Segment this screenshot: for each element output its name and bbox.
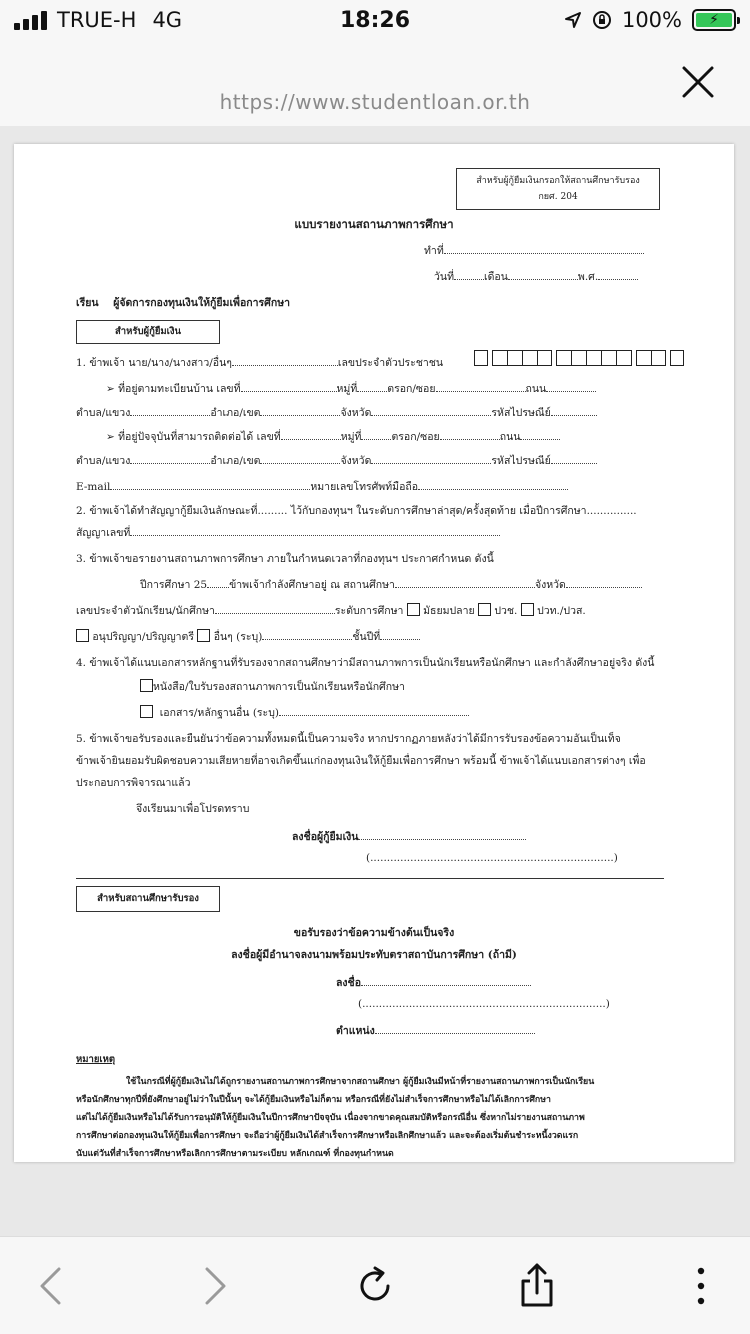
doc-cert-row [140, 678, 405, 695]
checkbox-doc-cert[interactable] [140, 679, 153, 692]
school-name-paren: (.........................................................................) [358, 998, 610, 1010]
studying-at-label: ข้าพเจ้ากำลังศึกษาอยู่ ณ สถานศึกษา [229, 579, 395, 591]
form-title: แบบรายงานสถานภาพการศึกษา [294, 217, 454, 231]
doc-other-row [140, 704, 469, 721]
orientation-lock-icon [592, 10, 612, 30]
addr-reg-row2 [76, 404, 597, 421]
amphoe-label: อำเภอ/เขต [210, 407, 261, 419]
date-day-label: วันที่ [434, 271, 454, 283]
form-code-box [456, 168, 660, 210]
section-borrower-label: สำหรับผู้กู้ยืมเงิน [76, 320, 220, 344]
contract-row [76, 524, 500, 541]
addr-cur-row2 [76, 452, 597, 469]
id-digit-box [474, 350, 488, 366]
addr-reg-row [106, 380, 596, 397]
doc-cert-label: หนังสือ/ใบรับรองสถานภาพการเป็นนักเรียนหรือนักศึกษา [153, 681, 405, 693]
written-at-row [424, 242, 644, 259]
note-line1: ใช้ในกรณีที่ผู้กู้ยืมเงินไม่ได้ถูกรายงานสถานภาพการศึกษาจากสถานศึกษา ผู้กู้ยืมเงินมีหน้าที่รายงานสถานภาพการเป็นนักเรียน [126, 1077, 595, 1087]
written-at-label: ทำที่ [424, 245, 444, 257]
note-line2: หรือนักศึกษาทุกปีที่ยังศึกษาอยู่ไม่ว่าในปีนั้นๆ จะได้กู้ยืมเงินหรือไม่ก็ตาม หรือกรณีที่ยังไม่สำเร็จการศึกษาหรือไม่ได้เลิกการศึกษา [76, 1095, 551, 1105]
opt-mor-plai: มัธยมปลาย [423, 605, 475, 617]
academic-year-label: ปีการศึกษา 25 [140, 579, 208, 591]
id-label: เลขประจำตัวประชาชน [337, 357, 444, 369]
network-type: 4G [152, 8, 183, 32]
tambon-label: ตำบล/แขวง [76, 407, 131, 419]
phone-label: หมายเลขโทรศัพท์มือถือ [310, 481, 419, 493]
postcode-label: รหัสไปรษณีย์ [491, 407, 551, 419]
location-arrow-icon [564, 11, 582, 29]
document-viewer[interactable] [0, 126, 750, 1236]
certify-line2: ลงชื่อผู้มีอำนาจลงนามพร้อมประทับตราสถาบันการศึกษา (ถ้ามี) [231, 949, 517, 961]
note-line5: นับแต่วันที่สำเร็จการศึกษาหรือเลิกการศึกษาตามระเบียบ หลักเกณฑ์ ที่กองทุนกำหนด [76, 1149, 394, 1159]
contact-row [76, 478, 568, 495]
province-label: จังหวัด [340, 455, 372, 467]
certify-line1: ขอรับรองว่าข้อความข้างต้นเป็นจริง [293, 927, 455, 939]
province-label: จังหวัด [340, 407, 372, 419]
amphoe-label: อำเภอ/เขต [210, 455, 261, 467]
checkbox-degree[interactable] [76, 629, 89, 642]
forward-icon[interactable] [188, 1261, 238, 1311]
soi-label: ตรอก/ซอย [391, 431, 440, 443]
document-page [14, 144, 734, 1162]
item3-row3 [76, 628, 420, 645]
id-digit-group [636, 350, 666, 366]
soi-label: ตรอก/ซอย [387, 383, 436, 395]
year-level-label: ชั้นปีที่ [352, 631, 381, 643]
opt-pvc: ปวช. [494, 605, 518, 617]
item4: 4. ข้าพเจ้าได้แนบเอกสารหลักฐานที่รับรองจากสถานศึกษาว่ามีสถานภาพการเป็นนักเรียนหรือนักศึกษา และกำลังศึกษาอยู่จริง ดังนี้ [76, 657, 655, 669]
id-digit-group [492, 350, 552, 366]
reload-icon[interactable] [350, 1261, 400, 1311]
borrower-sign-label: ลงชื่อผู้กู้ยืมเงิน [292, 831, 359, 843]
note-title: หมายเหตุ [76, 1054, 116, 1065]
addr-cur-row [106, 428, 560, 445]
divider [76, 878, 664, 879]
id-digit-box [670, 350, 684, 366]
browser-toolbar [0, 1236, 750, 1334]
position-row [336, 1022, 535, 1039]
checkbox-other-level[interactable] [197, 629, 210, 642]
more-icon[interactable] [676, 1261, 726, 1311]
salutation-recipient: ผู้จัดการกองทุนเงินให้กู้ยืมเพื่อการศึกษา [113, 297, 291, 309]
item5-line1: 5. ข้าพเจ้าขอรับรองและยืนยันว่าข้อความทั้งหมดนี้เป็นความจริง หากปรากฏภายหลังว่าได้มีการรับรองข้อความอันเป็นเท็จ [76, 733, 621, 745]
borrower-name-paren: (.........................................................................) [366, 852, 618, 864]
battery-percent: 100% [621, 8, 682, 32]
date-row [434, 268, 638, 285]
salutation [76, 294, 290, 311]
moo-label: หมู่ที่ [336, 383, 358, 395]
checkbox-pvc[interactable] [478, 603, 491, 616]
level-label: ระดับการศึกษา [334, 605, 404, 617]
battery-icon: ⚡ [692, 9, 736, 31]
addr-cur-label: ➢ ที่อยู่ปัจจุบันที่สามารถติดต่อได้ เลขที่ [106, 431, 281, 443]
id-digit-group [556, 350, 632, 366]
item3: 3. ข้าพเจ้าขอรายงานสถานภาพการศึกษา ภายในกำหนดเวลาที่กองทุนฯ ประกาศกำหนด ดังนี้ [76, 553, 494, 565]
date-month-label: เดือน [484, 271, 508, 283]
item5-line3: ประกอบการพิจารณาแล้ว [76, 777, 191, 789]
contract-no-label: สัญญาเลขที่ [76, 527, 131, 539]
opt-degree: อนุปริญญา/ปริญญาตรี [92, 631, 195, 643]
status-right [564, 8, 736, 32]
tambon-label: ตำบล/แขวง [76, 455, 131, 467]
form-code-line2: กยศ. 204 [538, 192, 578, 202]
opt-pvs: ปวท./ปวส. [537, 605, 586, 617]
date-year-label: พ.ศ. [577, 271, 599, 283]
road-label: ถนน [499, 431, 521, 443]
closing-text: จึงเรียนมาเพื่อโปรดทราบ [136, 803, 250, 815]
item2: 2. ข้าพเจ้าได้ทำสัญญากู้ยืมเงินลักษณะที่......... ไว้กับกองทุนฯ ในระดับการศึกษาล่าสุด/ครั้งสุดท้าย เมื่อปีการศึกษา............... [76, 505, 637, 517]
borrower-sign-row [292, 828, 526, 845]
road-label: ถนน [525, 383, 547, 395]
item1-row [76, 354, 443, 371]
note-line3: แต่ไม่ได้กู้ยืมเงินหรือไม่ได้รับการอนุมัติให้กู้ยืมเงินในปีการศึกษาปัจจุบัน เนื่องจากขาดคุณสมบัติหรือกรณีอื่น ซึ่งหากไม่รายงานสถานภาพ [76, 1113, 585, 1123]
position-label: ตำแหน่ง [336, 1025, 375, 1037]
item5-line2: ข้าพเจ้ายินยอมรับผิดชอบความเสียหายที่อาจเกิดขึ้นแก่กองทุนเงินให้กู้ยืมเพื่อการศึกษา พร้อมนี้ ข้าพเจ้าได้แนบเอกสารต่างๆ เพื่อ [76, 755, 646, 767]
checkbox-mor-plai[interactable] [407, 603, 420, 616]
student-id-label: เลขประจำตัวนักเรียน/นักศึกษา [76, 605, 215, 617]
addr-reg-label: ➢ ที่อยู่ตามทะเบียนบ้าน เลขที่ [106, 383, 241, 395]
moo-label: หมู่ที่ [340, 431, 362, 443]
email-label: E-mail [76, 481, 111, 493]
note-line4: การศึกษาต่อกองทุนเงินให้กู้ยืมเพื่อการศึกษา จะถือว่าผู้กู้ยืมเงินได้สำเร็จการศึกษาหรือเลิกศึกษาแล้ว และจะต้องเริ่มต้นชำระหนี้งวดแรก [76, 1131, 579, 1141]
checkbox-doc-other[interactable] [140, 705, 153, 718]
province-label: จังหวัด [534, 579, 566, 591]
close-icon[interactable] [680, 64, 716, 100]
salutation-label: เรียน [76, 297, 99, 309]
opt-other: อื่นๆ (ระบุ) [213, 631, 263, 643]
checkbox-pvs[interactable] [521, 603, 534, 616]
browser-header [0, 44, 750, 126]
carrier-name: TRUE-H [57, 8, 137, 32]
form-code-line1: สำหรับผู้กู้ยืมเงินกรอกให้สถานศึกษารับรอง [476, 176, 640, 186]
item3-row1 [140, 576, 642, 593]
clock: 18:26 [339, 8, 411, 33]
url-text[interactable]: https://www.studentloan.or.th [219, 90, 531, 114]
school-sign-row [336, 974, 531, 991]
share-icon[interactable] [512, 1261, 562, 1311]
doc-other-label: เอกสาร/หลักฐานอื่น (ระบุ) [159, 707, 279, 719]
item3-row2 [76, 602, 586, 619]
status-bar [0, 0, 750, 44]
postcode-label: รหัสไปรษณีย์ [491, 455, 551, 467]
school-sign-label: ลงชื่อ [336, 977, 361, 989]
item1-label: 1. ข้าพเจ้า นาย/นาง/นางสาว/อื่นๆ [76, 357, 232, 369]
section-school-label: สำหรับสถานศึกษารับรอง [76, 886, 220, 912]
back-icon[interactable] [28, 1261, 78, 1311]
